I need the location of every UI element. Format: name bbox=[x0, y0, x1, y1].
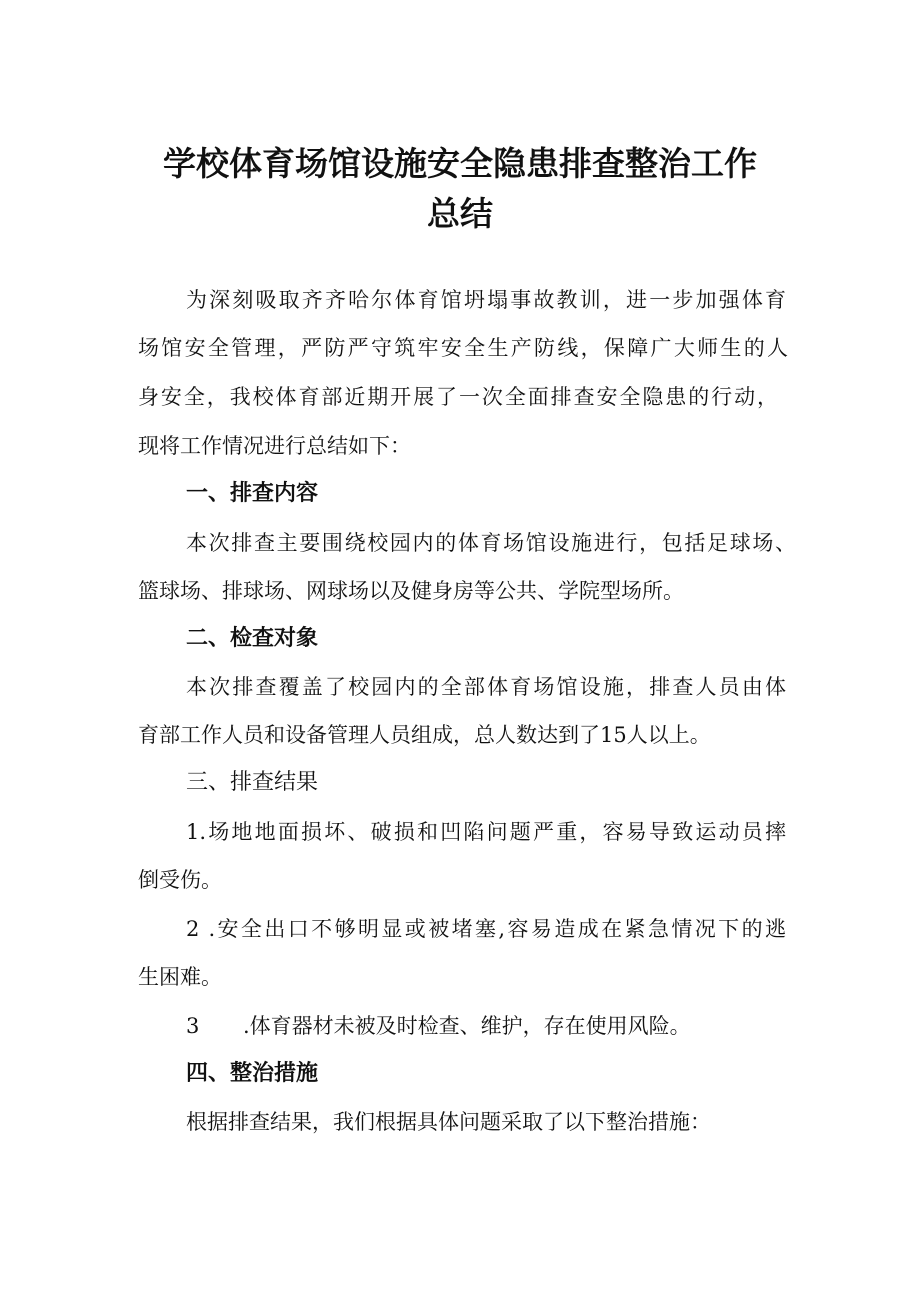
section3-item3-number: 3 bbox=[186, 1014, 200, 1038]
intro-line2: 场馆安全管理，严防严守筑牢安全生产防线，保障广大师生的人 bbox=[138, 336, 788, 360]
section2-line2: 育部工作人员和设备管理人员组成，总人数达到了15人以上。 bbox=[138, 723, 711, 747]
section3-item3-text: .体育器材未被及时检查、维护，存在使用风险。 bbox=[243, 1014, 691, 1038]
intro-line1: 为深刻吸取齐齐哈尔体育馆坍塌事故教训，进一步加强体育 bbox=[186, 288, 786, 312]
document-title-line1: 学校体育场馆设施安全隐患排查整治工作 bbox=[163, 144, 757, 183]
section3-heading: 三、排查结果 bbox=[186, 770, 319, 795]
section3-item1-line2: 倒受伤。 bbox=[138, 868, 222, 892]
section3-item2-line2: 生困难。 bbox=[138, 965, 222, 989]
section2-line1: 本次排查覆盖了校园内的全部体育场馆设施，排查人员由体 bbox=[186, 675, 786, 699]
section3-item2-line1: 2 .安全出口不够明显或被堵塞,容易造成在紧急情况下的逃 bbox=[186, 917, 786, 941]
section3-item1-line1: 1.场地地面损坏、破损和凹陷问题严重，容易导致运动员摔 bbox=[186, 820, 786, 844]
intro-line3: 身安全，我校体育部近期开展了一次全面排查安全隐患的行动， bbox=[138, 385, 778, 409]
section4-line1: 根据排查结果，我们根据具体问题采取了以下整治措施： bbox=[186, 1110, 711, 1134]
section2-heading: 二、检查对象 bbox=[186, 626, 319, 651]
section1-heading: 一、排查内容 bbox=[186, 481, 319, 506]
section1-line1: 本次排查主要围绕校园内的体育场馆设施进行，包括足球场、 bbox=[186, 531, 796, 555]
intro-line4: 现将工作情况进行总结如下： bbox=[138, 434, 411, 458]
section4-heading: 四、整治措施 bbox=[186, 1061, 319, 1086]
section1-line2: 篮球场、排球场、网球场以及健身房等公共、学院型场所。 bbox=[138, 579, 684, 603]
document-title-line2: 总结 bbox=[427, 194, 493, 233]
